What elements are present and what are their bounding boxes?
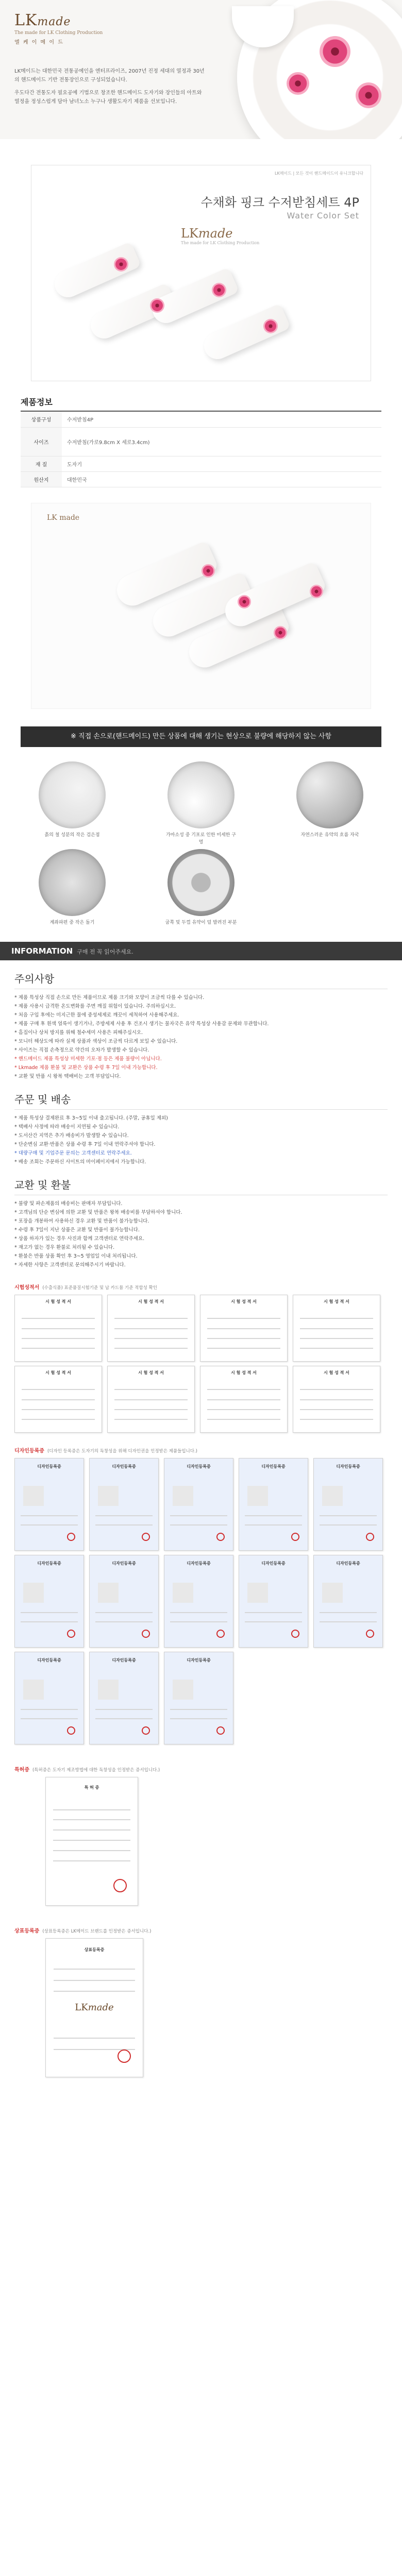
trademark-doc: 상표등록증 LKmade [45,1938,143,2077]
design-cert-doc: 디자인등록증 [89,1555,159,1648]
list-item: * 고객님의 단순 변심에 의한 교환 및 반품은 왕복 배송비를 부담하셔야 합니다. [14,1209,182,1215]
notice-bar: ※ 직접 손으로(핸드메이드) 만든 상품에 대해 생기는 현상으로 불량에 해당하지 않는 사항 [21,726,381,747]
design-cert-heading: 디자인등록증 (디자인 등록증은 도자기의 독창성을 위해 디자인권을 인정받은 제품들입니다.) [14,1448,197,1454]
brand-line: LK메이드 | 모든 것이 핸드메이드이 유니크합니다 [275,171,363,176]
design-cert-doc: 디자인등록증 [239,1458,308,1551]
list-item: * 대량구매 및 기업주문 문의는 고객센터로 연락주세요. [14,1150,132,1156]
spec-value: 수저받침4P [62,412,381,427]
table-row [21,456,381,471]
trait-item [36,761,108,839]
flower-decoration [202,564,215,578]
test-report-row [14,1366,388,1433]
list-item: * 사이즈는 직접 손측정으로 약간의 오차가 발생할 수 있습니다. [14,1047,149,1053]
design-cert-doc: 디자인등록증 [313,1555,383,1648]
product-photo [31,503,371,709]
test-report-heading: 시험성적서 (수출식품) 표준품질시험기준 및 납 카드뮴 기준 적합성 확인 [14,1284,157,1291]
brand-banner [0,0,402,139]
list-item: * 처음 구입 후에는 미지근한 물에 중성세제로 깨끗이 세척하여 사용해주세요. [14,1012,179,1018]
flower-decoration [114,257,128,272]
list-item: * 모니터 해상도에 따라 실제 상품과 색상이 조금씩 다르게 보일 수 있습니다. [14,1038,178,1044]
trait-item [294,761,366,839]
trait-photo [167,761,234,828]
brand-logo: LKmade The made for LK Clothing Production 엘 케 이 메 이 드 [14,11,103,45]
brand-mark: LKmade The made for LK Clothing Production [181,226,260,245]
information-bar: INFORMATION 구매 전 꼭 읽어주세요. [0,942,402,960]
flower-decoration [356,82,381,108]
table-row [21,427,381,456]
test-report-doc: 시 험 성 적 서 [293,1295,380,1362]
trait-photo [39,761,106,828]
design-cert-row [14,1458,388,1551]
trait-item [165,849,237,926]
trait-caption: 자연스러운 유약의 흐름 자국 [300,832,359,838]
list-item: * 포장을 개봉하여 사용하신 경우 교환 및 반품이 불가능합니다. [14,1218,149,1224]
product-title: 수채화 핑크 수저받침세트 4P [200,195,359,210]
design-cert-doc: 디자인등록증 [89,1458,159,1551]
design-cert-doc: 디자인등록증 [164,1458,233,1551]
brand-logo: LKmade [75,2002,114,2013]
list-item: * 단순변심 교환·반품은 상품 수령 후 7일 이내 연락주셔야 합니다. [14,1141,156,1147]
trait-caption: 가마소성 중 기포로 인한 미세한 구멍 [165,832,237,845]
spec-key: 원산지 [21,471,62,487]
list-item: * 제품 사용시 급격한 온도변화를 주면 깨질 위험이 있습니다. 주의하십시오. [14,1003,176,1009]
trait-item [165,761,237,846]
table-row [21,412,381,427]
trademark-heading: 상표등록증 (상표등록증은 LK메이드 브랜드를 인정받은 증서입니다.) [14,1928,152,1934]
trait-caption: 흙의 철 성분의 작은 검은점 [44,832,100,838]
patent-row [14,1777,388,1906]
section-title: 주의사항 [14,971,388,989]
list-item: * 제품 특성상 결제완료 후 3~5일 이내 출고됩니다. (주말, 공휴일 제외) [14,1115,168,1121]
test-report-doc: 시 험 성 적 서 [293,1366,380,1433]
design-cert-row [14,1555,388,1648]
list-item: * 흠집이나 상처 방지를 위해 철수세미 사용은 피해주십시오. [14,1029,143,1036]
section-title: 주문 및 배송 [14,1091,388,1110]
test-report-doc: 시 험 성 적 서 [200,1366,288,1433]
test-report-doc: 시 험 성 적 서 [14,1295,102,1362]
test-report-doc: 시 험 성 적 서 [200,1295,288,1362]
trait-photo [296,761,363,828]
list-item: * 환불은 반품 상품 확인 후 3~5 영업일 이내 처리됩니다. [14,1253,138,1259]
design-cert-doc: 디자인등록증 [14,1555,84,1648]
spoon-rest-image [200,303,291,364]
flower-decoration [263,319,278,333]
list-item: * 택배사 사정에 따라 배송이 지연될 수 있습니다. [14,1124,120,1130]
trait-item [36,849,108,926]
table-row [21,471,381,487]
design-cert-doc: 디자인등록증 [164,1652,233,1744]
list-item: * Lkmade 제품 환불 및 교환은 상품 수령 후 7일 이내 가능합니다. [14,1064,158,1071]
list-item: * 수령 후 7일이 지난 상품은 교환 및 반품이 불가능합니다. [14,1227,140,1233]
flower-decoration [274,626,287,639]
list-item: * 도서산간 지역은 추가 배송비가 발생할 수 있습니다. [14,1132,129,1139]
flower-decoration [310,585,323,598]
list-item: * 상품 하자가 있는 경우 사진과 함께 고객센터로 연락주세요. [14,1235,145,1242]
spec-value: 도자기 [62,456,381,471]
design-cert-doc: 디자인등록증 [313,1458,383,1551]
spec-heading: 제품정보 [21,396,381,412]
patent-doc: 특 허 증 [45,1777,138,1906]
list-item: * 제품 구매 후 흰색 얼룩이 생기거나, 주방세제 사용 후 건조시 생기는 물자국은 유약 특성상 사용감 문제와 무관합니다. [14,1021,269,1027]
spec-value: 수저받침(가로9.8cm X 세로3.4cm) [62,427,381,456]
spoon-rest-image [51,242,141,302]
flower-decoration [212,283,226,297]
spec-key: 재 질 [21,456,62,471]
product-title-en: Water Color Set [287,211,359,221]
design-cert-row [14,1652,388,1744]
spec-table [21,412,381,487]
flower-decoration [238,595,251,608]
trait-photo [39,849,106,916]
caution-list [14,993,388,1081]
intro-paragraph: 우도다간 전통도자 필요공예 기법으로 창조한 핸드메이드 도자기와 장인들의 아트와 열정을 정성스럽게 담아 남녀노소 누구나 생활도자기 제품을 선보입니다. [14,90,202,105]
list-item: * 불량 및 파손제품의 배송비는 판매자 부담입니다. [14,1200,123,1207]
brand-mark: LK made [47,513,80,522]
test-report-row [14,1295,388,1362]
spec-key: 상품구성 [21,412,62,427]
trait-caption: 계좌파편 중 작은 돌기 [49,920,95,925]
design-cert-doc: 디자인등록증 [14,1652,84,1744]
test-report-doc: 시 험 성 적 서 [14,1366,102,1433]
list-item: * 핸드메이드 제품 특성상 미세한 기포·점 등은 제품 불량이 아닙니다. [14,1056,162,1062]
caution-section [14,971,388,1269]
patent-heading: 특허증 (특허증은 도자기 제조방법에 대한 독창성을 인정받은 증서입니다.) [14,1767,160,1773]
list-item: * 자세한 사항은 고객센터로 문의해주시기 바랍니다. [14,1262,126,1268]
list-item: * 교환 및 반품 시 왕복 택배비는 고객 부담입니다. [14,1073,121,1079]
order-list [14,1114,388,1166]
handmade-trait-grid [21,756,381,931]
brand-intro [14,67,205,110]
test-report-doc: 시 험 성 적 서 [107,1295,195,1362]
intro-paragraph: LK메이드는 대한민국 전통공예인을 엔터프라이즈, 2007년 진정 세대의 열정과 30년의 핸드메이드 기반 전통장인으로 구성되었습니다. [14,69,205,83]
list-item: * 제품 특성상 직접 손으로 만든 제품이므로 제품 크기와 모양이 조금씩 다를 수 있습니다. [14,994,205,1001]
design-cert-doc: 디자인등록증 [14,1458,84,1551]
flower-decoration [150,298,164,313]
trait-caption: 굽쪽 및 두껍 유약이 덜 발려진 부분 [165,920,237,925]
product-hero [31,165,371,381]
flower-decoration [287,72,309,95]
flower-decoration [320,36,350,67]
exchange-list [14,1199,388,1269]
test-report-doc: 시 험 성 적 서 [107,1366,195,1433]
design-cert-doc: 디자인등록증 [89,1652,159,1744]
trait-photo [167,849,234,916]
spoon-rest-image [148,267,239,328]
design-cert-doc: 디자인등록증 [164,1555,233,1648]
section-title: 교환 및 환불 [14,1177,388,1195]
design-cert-doc: 디자인등록증 [239,1555,308,1648]
list-item: * 재고가 없는 경우 환불로 처리될 수 있습니다. [14,1244,115,1250]
spec-value: 대한민국 [62,471,381,487]
trademark-row [14,1938,388,2077]
list-item: * 배송 조회는 주문하신 사이트의 마이페이지에서 가능합니다. [14,1159,146,1165]
spec-key: 사이즈 [21,427,62,456]
